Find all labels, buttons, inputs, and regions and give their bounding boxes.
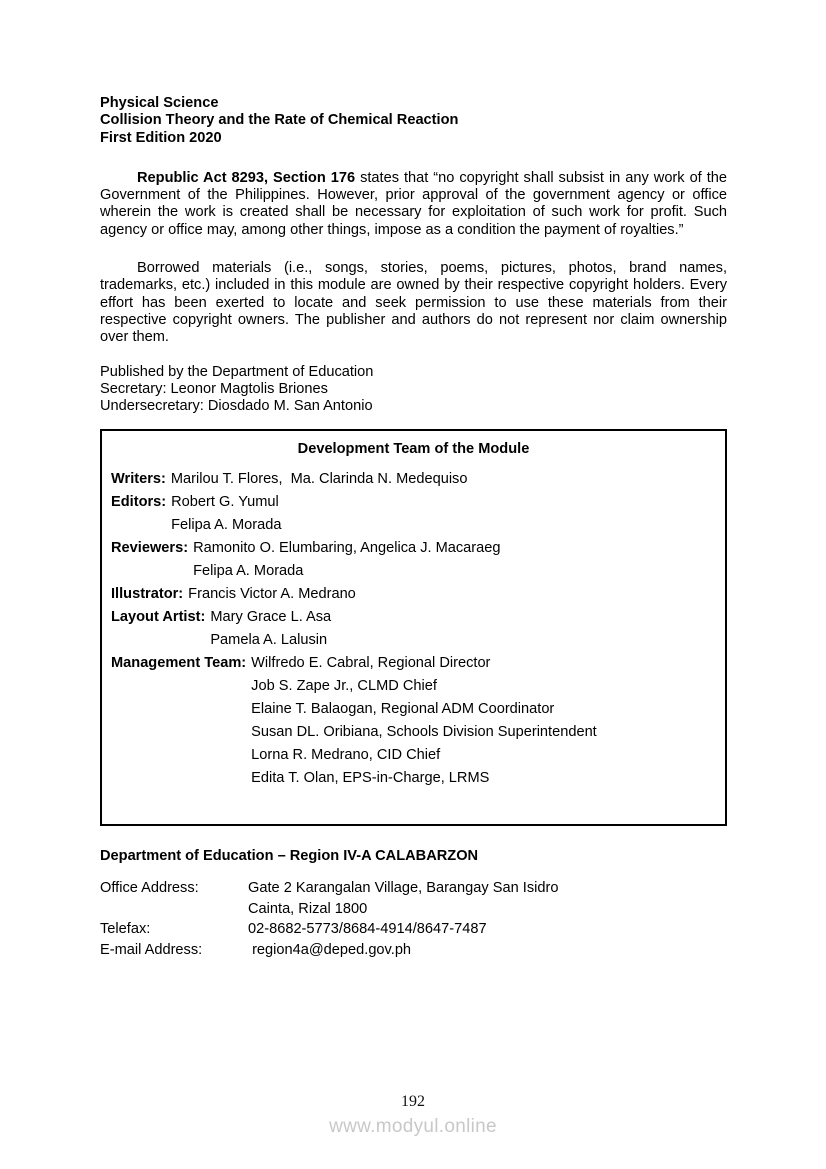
dev-team-role-label: Illustrator: — [111, 585, 184, 602]
dev-team-names — [193, 537, 716, 583]
module-title: Collision Theory and the Rate of Chemical Reaction — [100, 112, 459, 129]
department-region-heading: Department of Education – Region IV-A CALABARZON — [100, 847, 479, 864]
telefax-label: Telefax: — [100, 921, 151, 938]
dev-team-name: Wilfredo E. Cabral, Regional Director — [251, 654, 491, 671]
republic-act-reference: Republic Act 8293, Section 176 — [137, 169, 356, 186]
dev-team-name: Edita T. Olan, EPS-in-Charge, LRMS — [251, 769, 490, 786]
office-address-line: Cainta, Rizal 1800 — [248, 900, 368, 917]
dev-team-name: Elaine T. Balaogan, Regional ADM Coordinator — [251, 700, 555, 717]
dev-team-role-label: Layout Artist: — [111, 608, 206, 625]
email-row — [100, 940, 727, 961]
dev-team-name: Job S. Zape Jr., CLMD Chief — [251, 677, 437, 694]
dev-team-name: Felipa A. Morada — [171, 516, 282, 533]
dev-team-names — [188, 583, 716, 606]
module-heading — [100, 95, 727, 147]
dev-team-role-label: Management Team: — [111, 654, 247, 671]
borrowed-materials-paragraph: Borrowed materials (i.e., songs, stories, poems, pictures, photos, brand names, trademarks, etc.) included in this module are owned by their respective copyright holders. Every effort has been exerted to locate and seek permission to use these materials from their respective copyright owners. The publisher and authors do not represent nor claim ownership over them. — [100, 260, 727, 346]
undersecretary-line: Undersecretary: Diosdado M. San Antonio — [100, 398, 373, 415]
module-edition: First Edition 2020 — [100, 129, 222, 146]
dev-team-entry-management-team — [111, 652, 716, 790]
dev-team-names — [210, 606, 716, 652]
publisher-block — [100, 364, 727, 416]
office-address-row — [100, 878, 727, 919]
copyright-statement: states that “no copyright shall subsist in any work of the Government of the Philippines. However, prior approval of the government agency or office wherein the work is created shall be necessary for exploitation of such work for profit. Such agency or office may, among other things, impose as a condition the payment of royalties.” — [100, 169, 728, 238]
dev-team-name: Marilou T. Flores, Ma. Clarinda N. Medequiso — [170, 470, 468, 487]
dev-team-entry-reviewers — [111, 537, 716, 583]
development-team-title: Development Team of the Module — [297, 441, 530, 458]
dev-team-entry-illustrator — [111, 583, 716, 606]
dev-team-entry-editors — [111, 491, 716, 537]
dev-team-role-label: Writers: — [111, 470, 166, 487]
office-address-line: Gate 2 Karangalan Village, Barangay San Isidro — [248, 880, 559, 897]
dev-team-role-label: Reviewers: — [111, 539, 189, 556]
telefax-value — [248, 919, 487, 940]
email-label: E-mail Address: — [100, 941, 203, 958]
page-number: 192 — [401, 1093, 425, 1110]
dev-team-name: Felipa A. Morada — [193, 562, 304, 579]
email-value — [248, 940, 411, 961]
dev-team-name: Robert G. Yumul — [171, 493, 279, 510]
dev-team-name: Mary Grace L. Asa — [210, 608, 332, 625]
dev-team-name: Lorna R. Medrano, CID Chief — [251, 746, 441, 763]
office-address-value — [248, 878, 558, 919]
office-contact-block — [100, 878, 727, 960]
secretary-line: Secretary: Leonor Magtolis Briones — [100, 380, 328, 397]
dev-team-name: Susan DL. Oribiana, Schools Division Superintendent — [251, 723, 597, 740]
email-address: region4a@deped.gov.ph — [248, 941, 412, 958]
copyright-paragraph — [100, 170, 727, 239]
telefax-numbers: 02-8682-5773/8684-4914/8647-7487 — [248, 921, 487, 938]
dev-team-entry-writers — [111, 468, 716, 491]
dev-team-role-label: Editors: — [111, 493, 167, 510]
dev-team-names — [251, 652, 716, 790]
dev-team-entry-layout-artist — [111, 606, 716, 652]
watermark-url: www.modyul.online — [329, 1116, 497, 1137]
page-content — [100, 95, 727, 960]
module-subject: Physical Science — [100, 95, 219, 111]
development-team-box — [100, 429, 727, 825]
dev-team-names — [171, 468, 716, 491]
dev-team-names — [171, 491, 716, 537]
telefax-row — [100, 919, 727, 940]
dev-team-name: Pamela A. Lalusin — [210, 631, 328, 648]
dev-team-name: Francis Victor A. Medrano — [188, 585, 356, 602]
office-address-label: Office Address: — [100, 880, 199, 897]
dev-team-name: Ramonito O. Elumbaring, Angelica J. Macaraeg — [193, 539, 501, 556]
published-by-line: Published by the Department of Education — [100, 363, 374, 380]
